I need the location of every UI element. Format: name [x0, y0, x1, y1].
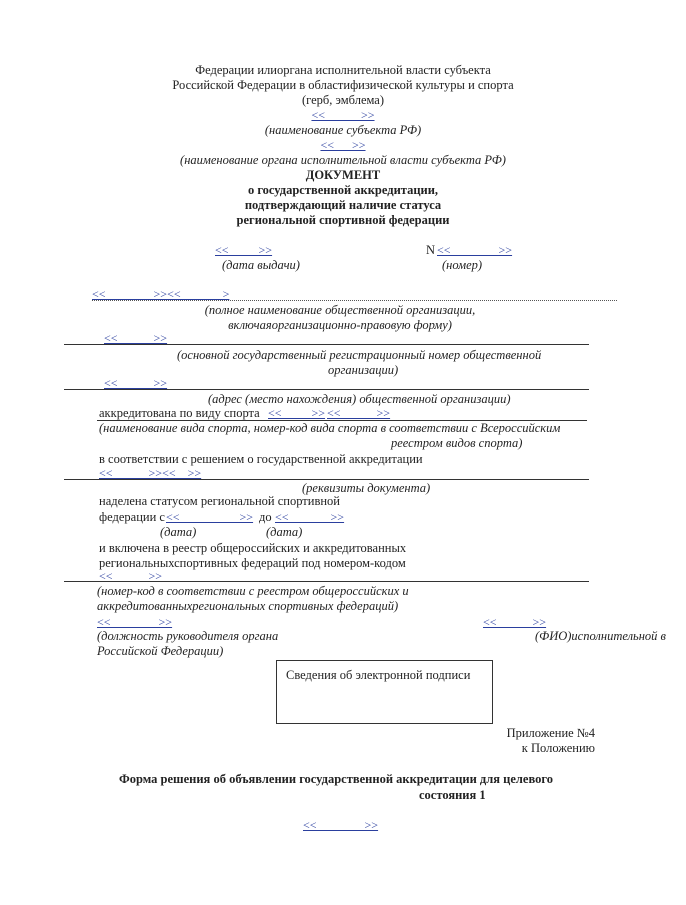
org-name-line — [92, 300, 617, 301]
header-line-2: Российской Федерации в областифизической культуры и спорта — [172, 78, 514, 92]
document-subtitle-3: региональной спортивной федерации — [236, 213, 450, 227]
issue-date-caption: (дата выдачи) — [222, 258, 300, 272]
header-line-1: Федерации илиоргана исполнительной власти субъекта — [195, 63, 491, 77]
issue-number-placeholder[interactable]: <<________>> — [437, 243, 513, 257]
status-to-word: до — [259, 510, 272, 524]
appendix-number: Приложение №4 — [506, 726, 595, 740]
appendix-reference: к Положению — [521, 741, 595, 755]
issue-number-caption: (номер) — [442, 258, 483, 272]
ogrn-caption-2: организации) — [328, 363, 399, 377]
org-name-caption-2: включаяорганизационно-правовую форму) — [228, 318, 452, 332]
decision-label: в соответствии с решением о государственной аккредитации — [99, 452, 423, 466]
form-title-line-2: состояния 1 — [419, 788, 486, 802]
decision-caption: (реквизиты документа) — [302, 481, 431, 495]
registry-placeholder[interactable]: <<______>> — [99, 569, 163, 583]
subject-placeholder[interactable]: <<______>> — [311, 108, 375, 122]
address-line — [64, 389, 589, 390]
registry-line — [64, 581, 589, 582]
header-emblem-caption: (герб, эмблема) — [301, 93, 385, 107]
registry-caption-2: аккредитованныхрегиональных спортивных федераций) — [97, 599, 399, 613]
organ-caption: (наименование органа исполнительной власти субъекта РФ) — [180, 153, 506, 167]
document-subtitle-2: подтверждающий наличие статуса — [244, 198, 442, 212]
form-title-line-1: Форма решения об объявлении государственной аккредитации для целевого — [119, 772, 553, 786]
bottom-placeholder[interactable]: <<________>> — [303, 818, 379, 832]
position-caption-2: Российской Федерации) — [97, 644, 224, 658]
registry-caption-1: (номер-код в соответствии с реестром общероссийских и — [97, 584, 409, 598]
address-caption: (адрес (место нахождения) общественной организации) — [208, 392, 511, 406]
decision-placeholder[interactable]: <<______>><<__>> — [99, 466, 202, 480]
position-placeholder[interactable]: <<________>> — [97, 615, 173, 629]
position-caption-1: (должность руководителя органа — [97, 629, 279, 643]
org-name-caption-1: (полное наименование общественной организации, — [204, 303, 476, 317]
registry-label-1: и включена в реестр общероссийских и аккредитованных — [99, 541, 407, 555]
status-from-placeholder[interactable]: <<__________>> — [166, 510, 254, 524]
status-to-caption: (дата) — [266, 525, 303, 539]
electronic-signature-box — [276, 660, 493, 724]
fio-placeholder[interactable]: <<______>> — [483, 615, 547, 629]
decision-line — [64, 479, 589, 480]
status-label-1: наделена статусом региональной спортивной — [99, 494, 340, 508]
sport-caption-2: реестром видов спорта) — [391, 436, 523, 450]
status-label-2: федерации с — [99, 510, 165, 524]
document-title: ДОКУМЕНТ — [305, 168, 381, 182]
subject-caption: (наименование субъекта РФ) — [264, 123, 422, 137]
ogrn-placeholder[interactable]: <<______>> — [104, 331, 168, 345]
sport-name-placeholder[interactable]: <<_____>> — [268, 406, 326, 420]
document-subtitle-1: о государственной аккредитации, — [247, 183, 439, 197]
sport-code-placeholder[interactable]: <<______>> — [327, 406, 391, 420]
ogrn-line — [64, 344, 589, 345]
org-name-placeholder[interactable]: <<________>><<_______> — [92, 287, 230, 301]
fio-caption: (ФИО)исполнительной в — [535, 629, 666, 643]
sport-caption-1: (наименование вида спорта, номер-код вида спорта в соответствии с Всероссийским — [99, 421, 561, 435]
address-placeholder[interactable]: <<______>> — [104, 376, 168, 390]
organ-placeholder[interactable]: <<___>> — [320, 138, 366, 152]
ogrn-caption-1: (основной государственный регистрационный номер общественной — [177, 348, 542, 362]
status-to-placeholder[interactable]: <<_______>> — [275, 510, 345, 524]
sport-label: аккредитована по виду спорта — [99, 406, 260, 420]
registry-label-2: региональныхспортивных федераций под номером-кодом — [99, 556, 406, 570]
status-from-caption: (дата) — [160, 525, 197, 539]
issue-date-placeholder[interactable]: <<_____>> — [215, 243, 273, 257]
electronic-signature-label: Сведения об электронной подписи — [286, 668, 471, 682]
issue-number-prefix: N — [426, 243, 436, 257]
